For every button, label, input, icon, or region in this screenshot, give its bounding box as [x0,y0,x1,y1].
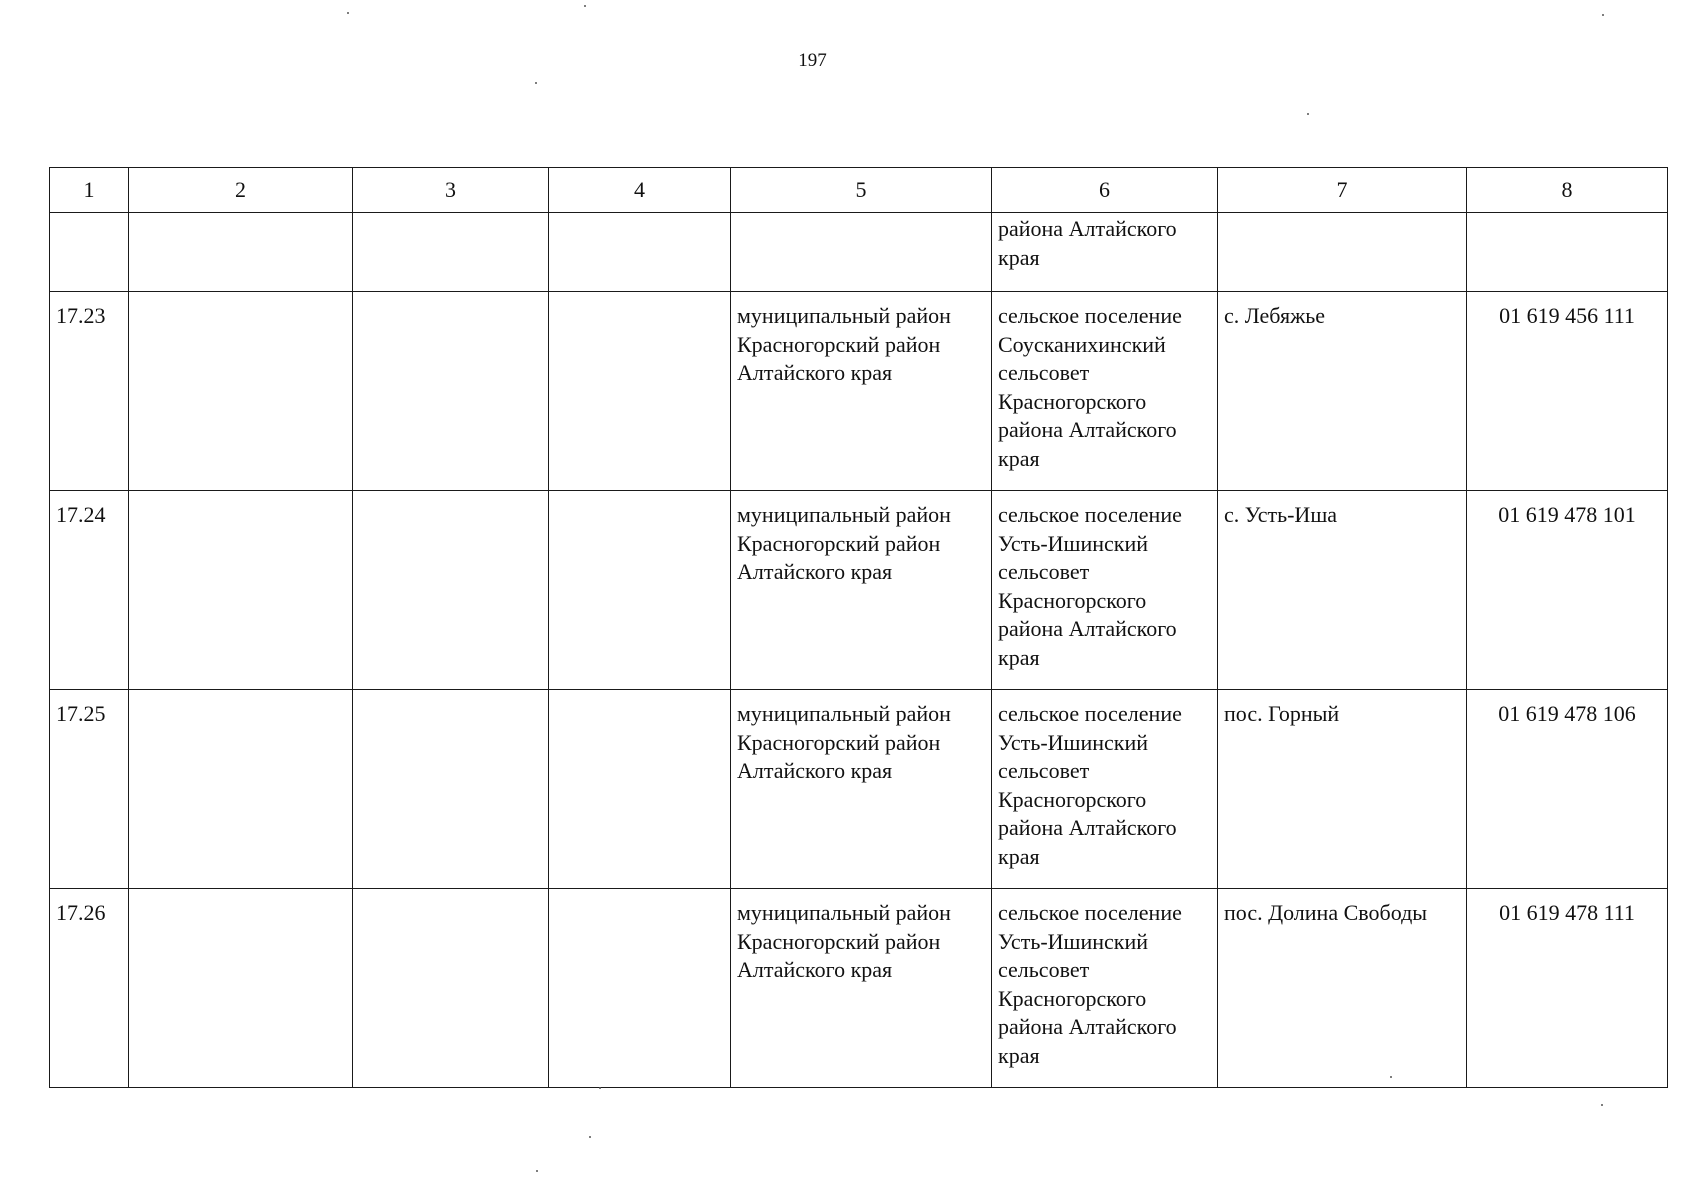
settlement-cell: сельское поселение Усть-Ишинский сельсовет Красногорского района Алтайского края [992,491,1218,690]
empty-cell [50,213,129,292]
municipal-district-cell: муниципальный район Красногорский район Алтайского края [731,491,992,690]
scan-speck [1307,113,1309,115]
empty-cell [129,889,353,1088]
locality-cell: пос. Долина Свободы [1218,889,1467,1088]
row-number-cell: 17.24 [50,491,129,690]
locality-cell: с. Лебяжье [1218,292,1467,491]
column-header-3: 3 [353,168,549,213]
scan-speck [1601,1104,1603,1106]
empty-cell [549,292,731,491]
scan-speck [535,82,537,84]
empty-cell [549,889,731,1088]
oktmo-code-cell: 01 619 478 101 [1467,491,1668,690]
empty-cell [731,213,992,292]
column-header-5: 5 [731,168,992,213]
row-number-cell: 17.26 [50,889,129,1088]
empty-cell [549,213,731,292]
empty-cell [1467,213,1668,292]
scan-speck [589,1136,591,1138]
scan-speck [1602,14,1604,16]
row-number-cell: 17.23 [50,292,129,491]
empty-cell [353,292,549,491]
empty-cell [129,213,353,292]
municipal-district-cell: муниципальный район Красногорский район Алтайского края [731,292,992,491]
municipal-district-cell: муниципальный район Красногорский район Алтайского края [731,889,992,1088]
locality-cell: с. Усть-Иша [1218,491,1467,690]
locality-cell: пос. Горный [1218,690,1467,889]
registry-table [49,167,1668,1088]
settlement-cell: сельское поселение Усть-Ишинский сельсовет Красногорского района Алтайского края [992,889,1218,1088]
column-header-1: 1 [50,168,129,213]
empty-cell [129,292,353,491]
oktmo-code-cell: 01 619 456 111 [1467,292,1668,491]
column-header-4: 4 [549,168,731,213]
empty-cell [549,491,731,690]
scan-speck [347,12,349,14]
scan-speck [1390,1076,1392,1078]
row-number-cell: 17.25 [50,690,129,889]
empty-cell [353,213,549,292]
column-header-2: 2 [129,168,353,213]
table-row [50,889,1668,1088]
table-row [50,491,1668,690]
table-row [50,292,1668,491]
empty-cell [353,491,549,690]
scan-speck [536,1170,538,1172]
scan-speck [584,5,586,7]
settlement-cell: сельское поселение Усть-Ишинский сельсовет Красногорского района Алтайского края [992,690,1218,889]
empty-cell [353,889,549,1088]
continuation-row [50,213,1668,292]
column-header-6: 6 [992,168,1218,213]
table-row [50,690,1668,889]
empty-cell [129,491,353,690]
settlement-cell: сельское поселение Соусканихинский сельсовет Красногорского района Алтайского края [992,292,1218,491]
empty-cell [129,690,353,889]
oktmo-code-cell: 01 619 478 111 [1467,889,1668,1088]
settlement-cell: района Алтайского края [992,213,1218,292]
page-number: 197 [798,50,827,71]
table-header-row [50,168,1668,213]
oktmo-code-cell: 01 619 478 106 [1467,690,1668,889]
column-header-8: 8 [1467,168,1668,213]
empty-cell [1218,213,1467,292]
empty-cell [549,690,731,889]
municipal-district-cell: муниципальный район Красногорский район Алтайского края [731,690,992,889]
empty-cell [353,690,549,889]
scan-speck [599,1087,601,1089]
column-header-7: 7 [1218,168,1467,213]
